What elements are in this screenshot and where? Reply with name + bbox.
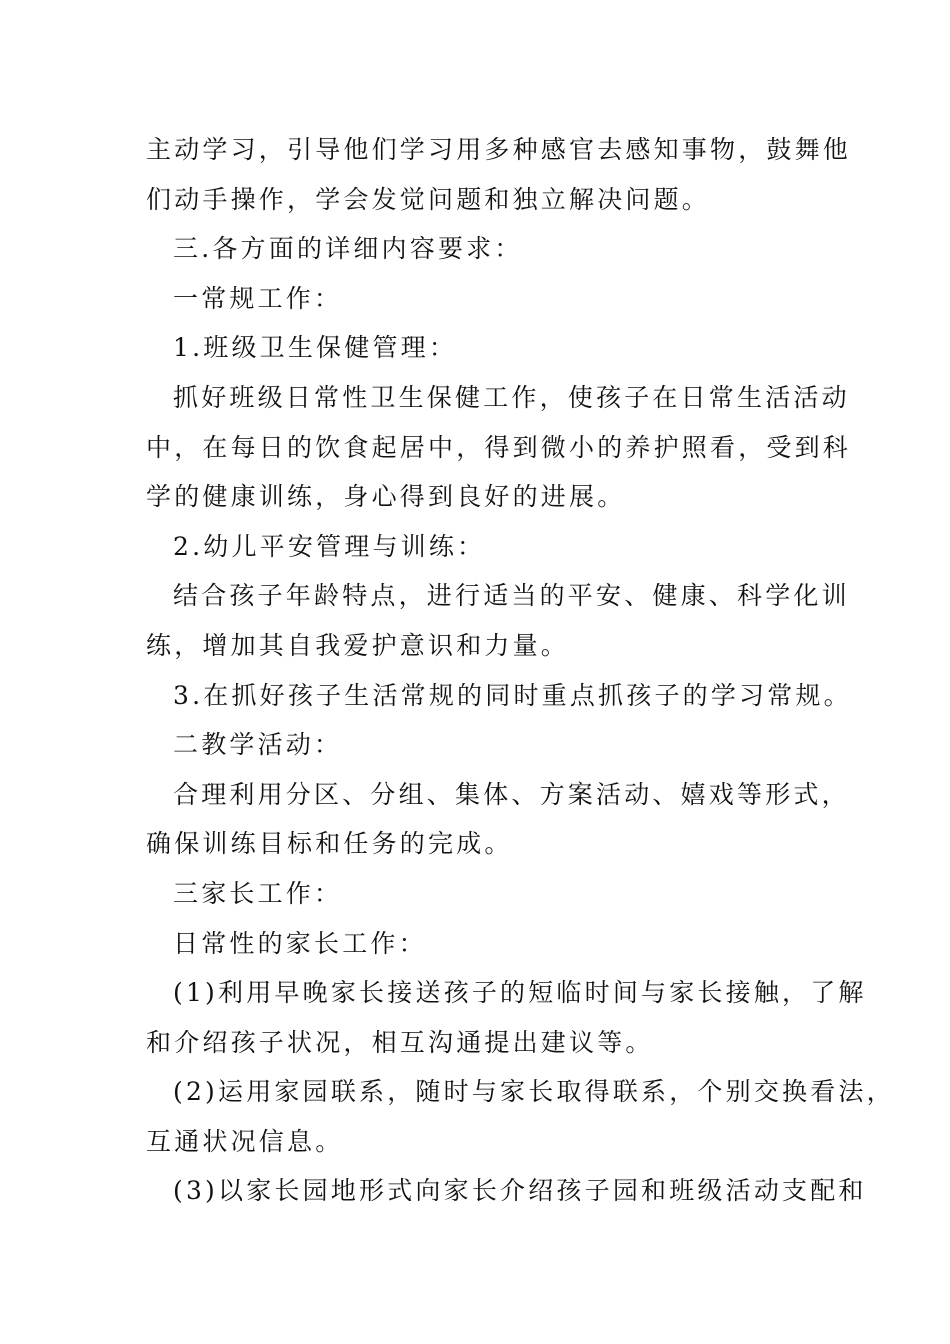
subsection-heading: 3.在抓好孩子生活常规的同时重点抓孩子的学习常规。 (173, 680, 852, 710)
subsection-heading: 2.幼儿平安管理与训练： (173, 531, 486, 561)
text-line: 结合孩子年龄特点，进行适当的平安、健康、科学化训 (173, 581, 850, 611)
text-line: 合理利用分区、分组、集体、方案活动、嬉戏等形式， (173, 779, 850, 809)
section-heading: 二教学活动： (173, 730, 343, 760)
text-line: 练，增加其自我爱护意识和力量。 (146, 630, 570, 660)
document-body (146, 125, 895, 1216)
list-item: (3)以家长园地形式向家长介绍孩子园和班级活动支配和 (173, 1176, 867, 1206)
text-line: 抓好班级日常性卫生保健工作，使孩子在日常生活活动 (173, 382, 850, 412)
text-line: 主动学习，引导他们学习用多种感官去感知事物，鼓舞他 (146, 135, 852, 164)
text-line: 和介绍孩子状况，相互沟通提出建议等。 (146, 1027, 654, 1057)
section-heading: 一常规工作： (173, 283, 343, 313)
section-heading: 三.各方面的详细内容要求： (173, 234, 523, 264)
subsection-heading: 1.班级卫生保健管理： (173, 333, 458, 363)
text-line: 们动手操作，学会发觉问题和独立解决问题。 (146, 184, 711, 214)
list-item: (2)运用家园联系，随时与家长取得联系，个别交换看法， (173, 1077, 895, 1107)
text-line: 中，在每日的饮食起居中，得到微小的养护照看，受到科 (146, 432, 852, 462)
text-line: 学的健康训练，身心得到良好的进展。 (146, 482, 626, 512)
text-line: 确保训练目标和任务的完成。 (146, 829, 513, 859)
section-heading: 三家长工作： (173, 878, 343, 908)
text-line: 日常性的家长工作： (173, 928, 427, 958)
text-line: 互通状况信息。 (146, 1126, 344, 1156)
list-item: (1)利用早晚家长接送孩子的短临时间与家长接触，了解 (173, 978, 867, 1008)
